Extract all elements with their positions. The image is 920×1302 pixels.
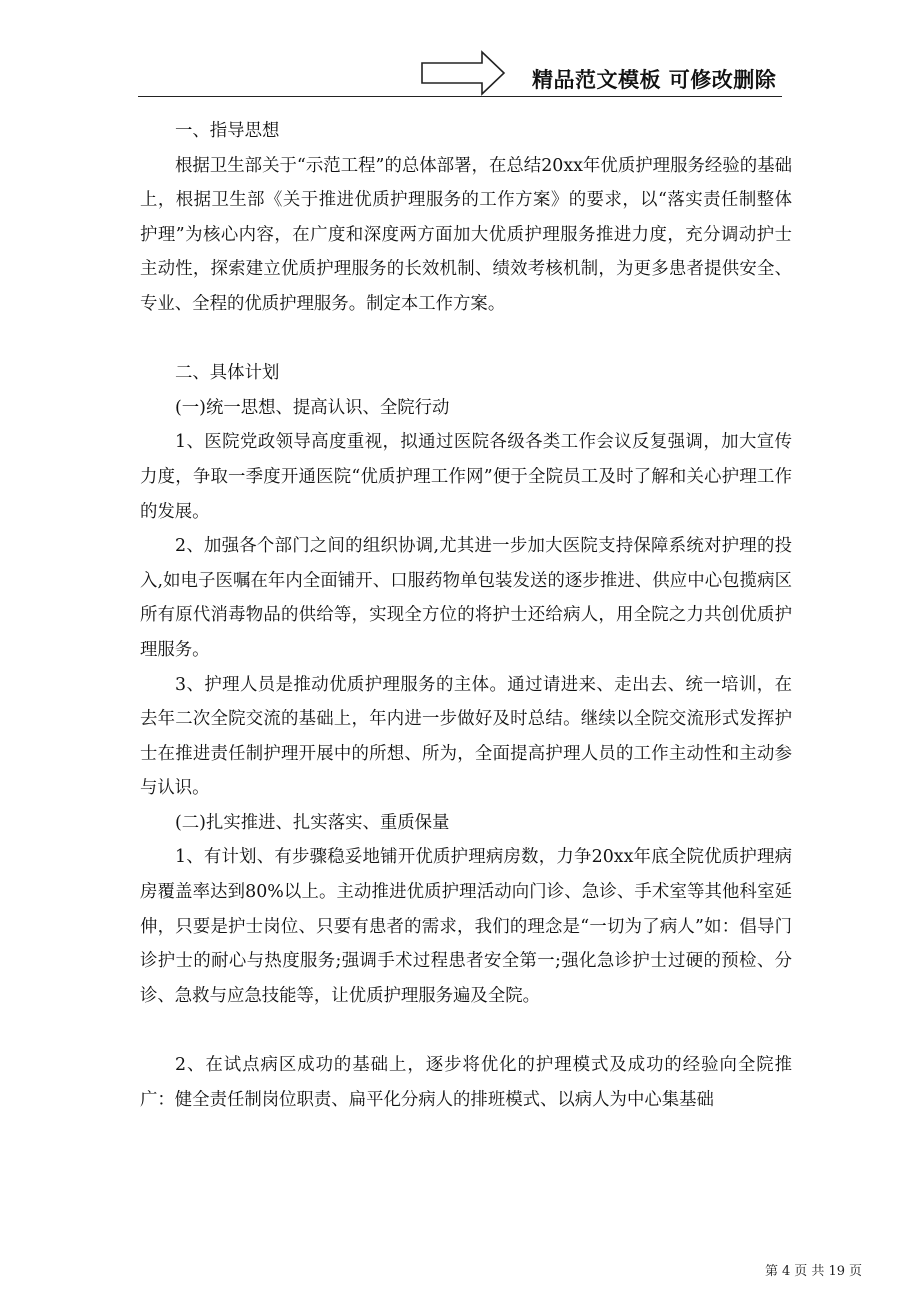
list-item: 3、护理人员是推动优质护理服务的主体。通过请进来、走出去、统一培训，在去年二次全院交流的基础上，年内进一步做好及时总结。继续以全院交流形式发挥护士在推进责任制护理开展中的所想、所为，全面提高护理人员的工作主动性和主动参与认识。 (140, 674, 792, 799)
page-number-footer (765, 1260, 862, 1279)
footer-prefix: 第 (765, 1264, 779, 1279)
section-heading-specific-plan: 二、具体计划 (175, 363, 280, 384)
current-page: 4 (782, 1264, 791, 1279)
paragraph-guiding-ideology: 根据卫生部关于“示范工程”的总体部署，在总结20xx年优质护理服务经验的基础上，根据卫生部《关于推进优质护理服务的工作方案》的要求，以“落实责任制整体护理”为核心内容，在广度和深度两方面加大优质护理服务推进力度，充分调动护士主动性，探索建立优质护理服务的长效机制、绩效考核机制，为更多患者提供安全、专业、全程的优质护理服务。制定本工作方案。 (140, 155, 792, 314)
list-item: 2、加强各个部门之间的组织协调,尤其进一步加大医院支持保障系统对护理的投入,如电子医嘱在年内全面铺开、口服药物单包装发送的逐步推进、供应中心包揽病区所有原代消毒物品的供给等，实现全方位的将护士还给病人，用全院之力共创优质护理服务。 (140, 536, 792, 660)
spacer (140, 1013, 792, 1048)
footer-suffix: 页 (848, 1264, 862, 1279)
header-title: 精品范文模板 可修改删除 (532, 68, 777, 92)
right-arrow-icon (420, 50, 506, 96)
total-pages: 19 (828, 1264, 845, 1279)
footer-middle: 页 共 (794, 1264, 825, 1279)
header-divider (138, 96, 782, 97)
list-item: 1、医院党政领导高度重视，拟通过医院各级各类工作会议反复强调，加大宣传力度，争取一季度开通医院“优质护理工作网”便于全院员工及时了解和关心护理工作的发展。 (140, 432, 792, 522)
section-heading-guiding-ideology: 一、指导思想 (175, 121, 280, 141)
subsection-heading-1: (一)统一思想、提高认识、全院行动 (175, 397, 450, 418)
document-body (140, 114, 792, 1117)
list-item: 1、有计划、有步骤稳妥地铺开优质护理病房数，力争20xx年底全院优质护理病房覆盖率达到80%以上。主动推进优质护理活动向门诊、急诊、手术室等其他科室延伸，只要是护士岗位、只要有患者的需求，我们的理念是“一切为了病人”如：倡导门诊护士的耐心与热度服务;强调手术过程患者安全第一;强化急诊护士过硬的预检、分诊、急救与应急技能等，让优质护理服务遍及全院。 (140, 847, 792, 1006)
subsection-heading-2: (二)扎实推进、扎实落实、重质保量 (175, 812, 450, 833)
spacer (140, 322, 792, 357)
page-header (0, 0, 920, 100)
list-item: 2、在试点病区成功的基础上，逐步将优化的护理模式及成功的经验向全院推广：健全责任制岗位职责、扁平化分病人的排班模式、以病人为中心集基础 (140, 1055, 792, 1110)
